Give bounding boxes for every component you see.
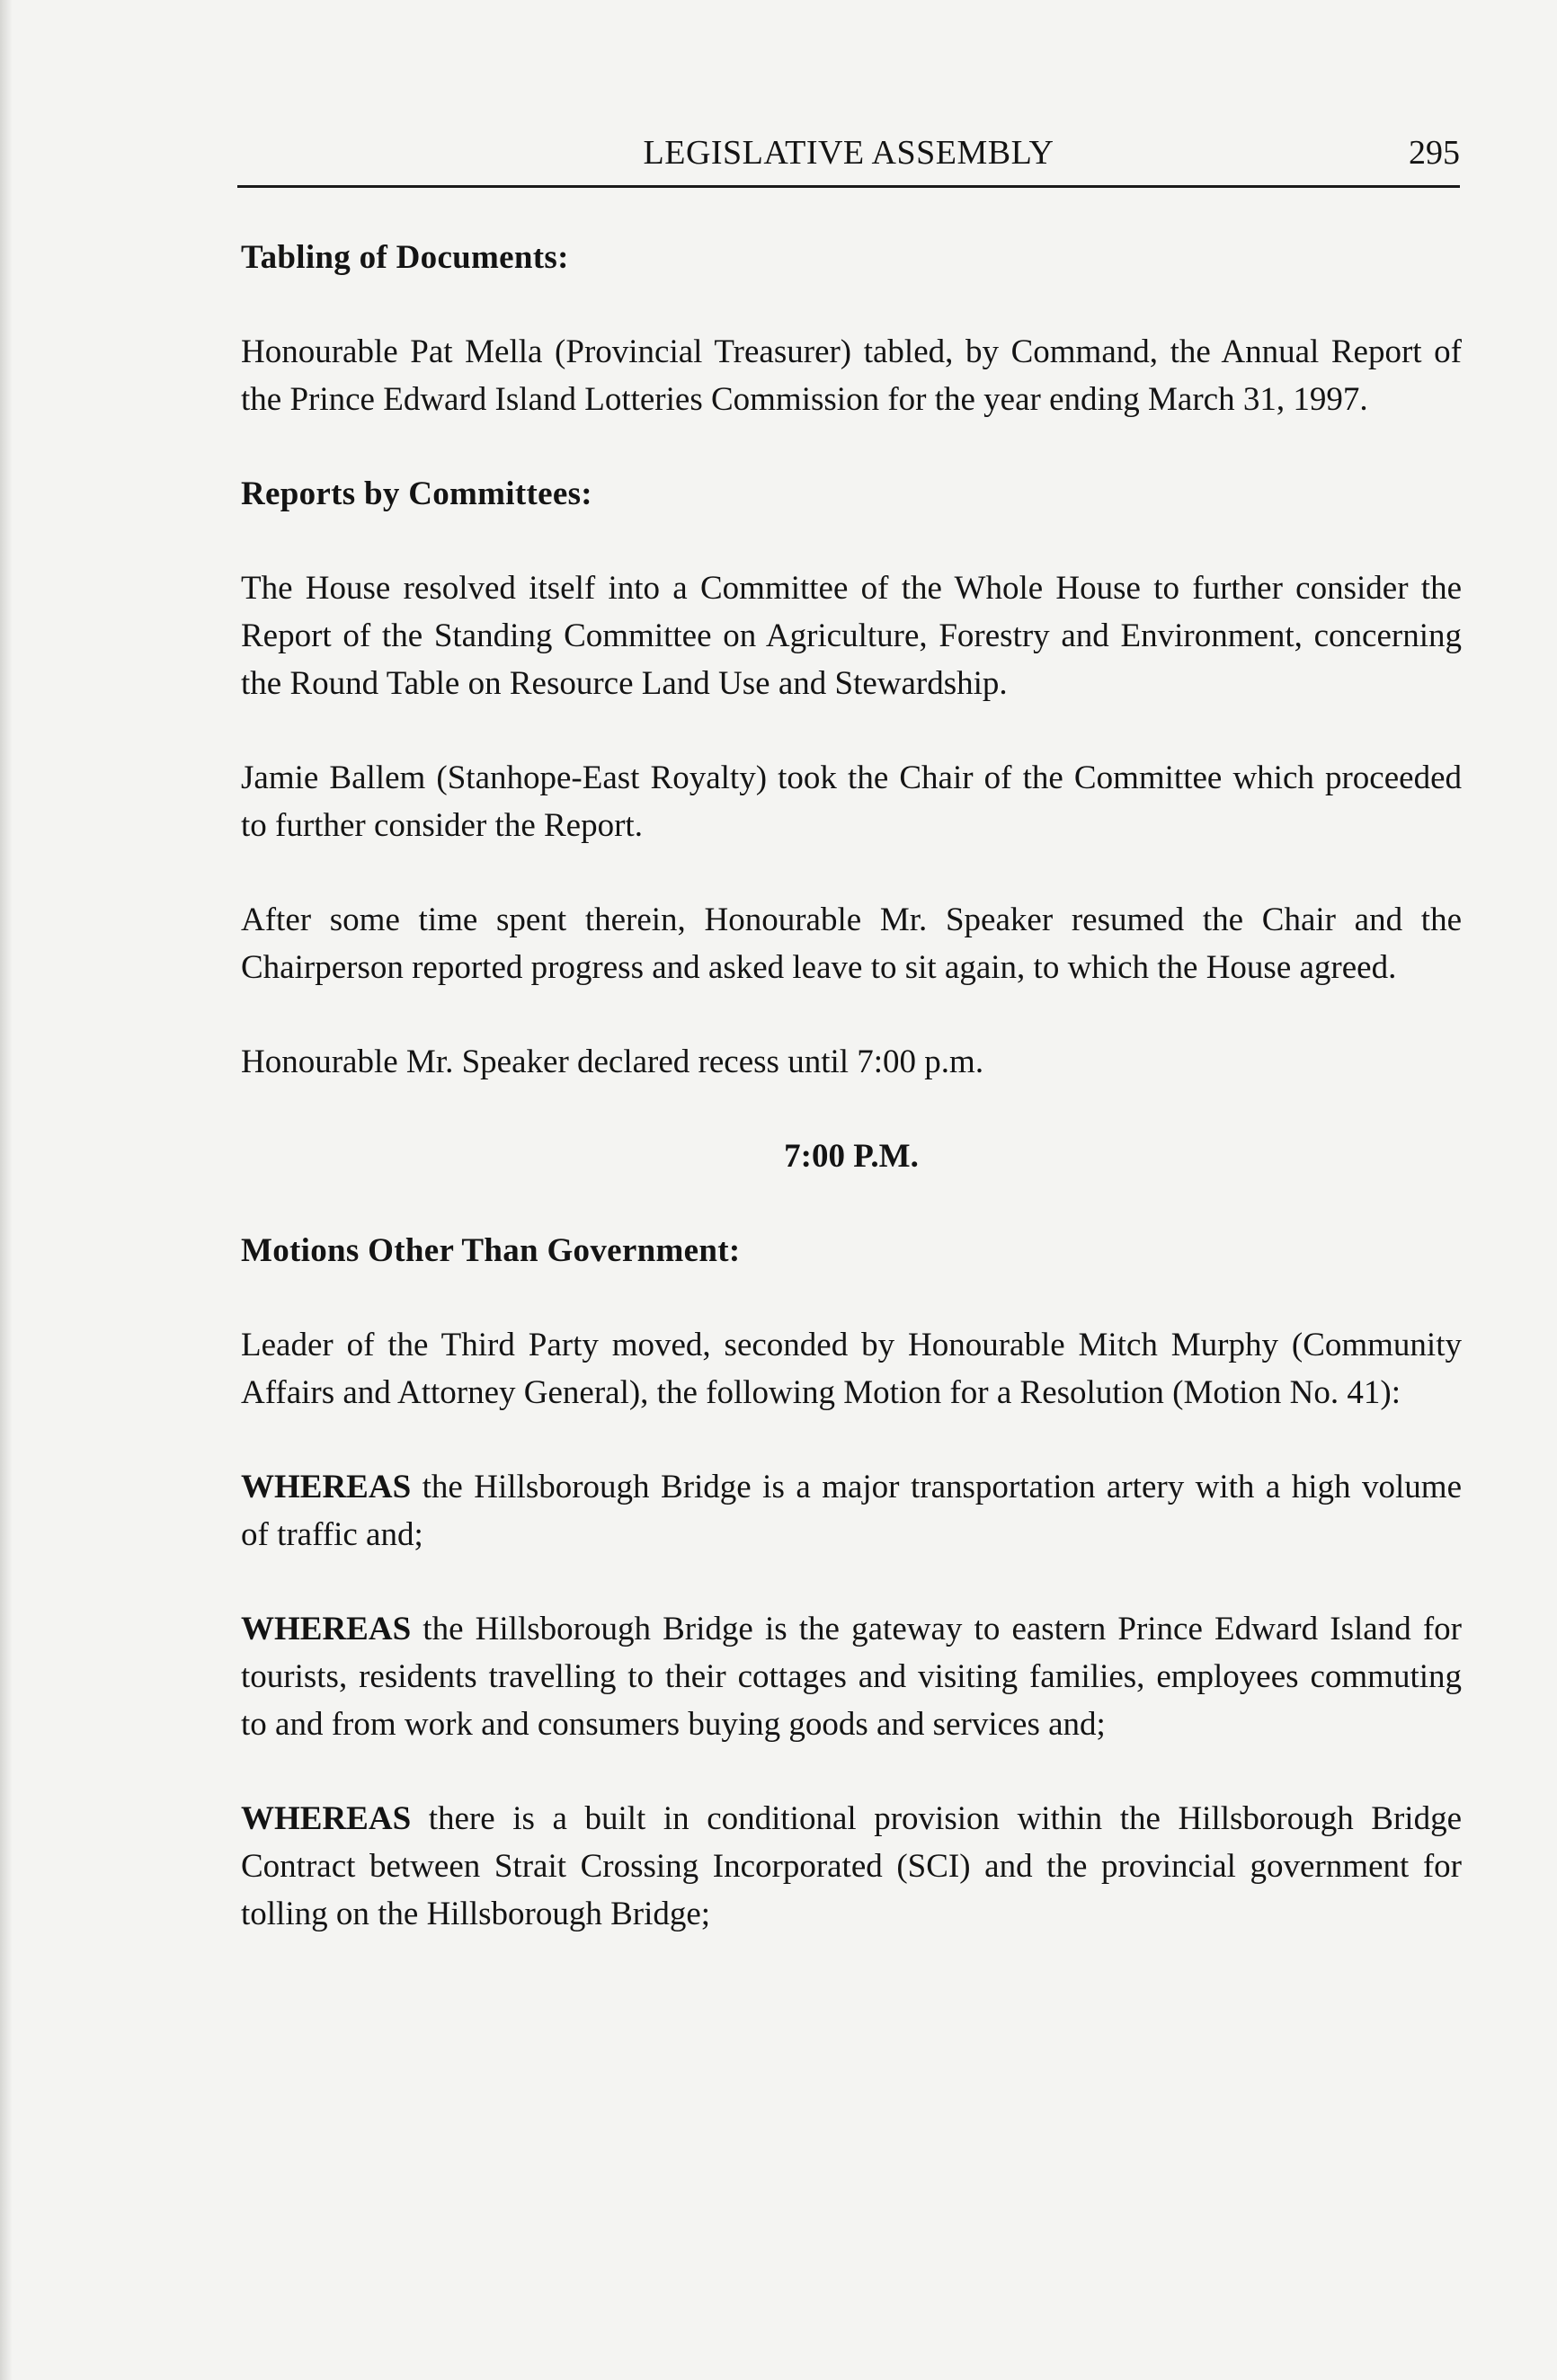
document-body — [241, 234, 1462, 1985]
motions-heading: Motions Other Than Government: — [241, 1232, 741, 1269]
tabling-paragraph: Honourable Pat Mella (Provincial Treasurer) tabled, by Command, the Annual Report of the Prince Edward Island Lotteries Commission for the year ending March 31, 1997. — [241, 333, 1462, 418]
page-header — [237, 133, 1460, 187]
whereas-text: the Hillsborough Bridge is a major transportation artery with a high volume of traffic and; — [241, 1469, 1462, 1553]
whereas-lead: WHEREAS — [241, 1800, 412, 1837]
tabling-heading: Tabling of Documents: — [241, 239, 569, 276]
reports-paragraph: After some time spent therein, Honourable Mr. Speaker resumed the Chair and the Chairperson reported progress and asked leave to sit again, to which the House agreed. — [241, 901, 1462, 986]
reports-heading: Reports by Committees: — [241, 475, 592, 512]
motion-intro-paragraph: Leader of the Third Party moved, seconded by Honourable Mitch Murphy (Community Affairs and Attorney General), the following Motion for a Resolution (Motion No. 41): — [241, 1327, 1462, 1411]
whereas-clause — [241, 1795, 1462, 1938]
whereas-text: there is a built in conditional provision within the Hillsborough Bridge Contract between Strait Crossing Incorporated (SCI) and the provincial government for tolling on the Hillsborough Bridge; — [241, 1800, 1462, 1932]
reports-paragraph: Jamie Ballem (Stanhope-East Royalty) took the Chair of the Committee which proceeded to further consider the Report. — [241, 759, 1462, 844]
header-rule — [237, 185, 1460, 188]
running-title: LEGISLATIVE ASSEMBLY — [643, 134, 1054, 172]
whereas-clause — [241, 1463, 1462, 1559]
whereas-lead: WHEREAS — [241, 1611, 412, 1647]
scan-edge-shadow — [0, 0, 13, 2380]
reports-paragraph: The House resolved itself into a Committee of the Whole House to further consider the Report of the Standing Committee on Agriculture, Forestry and Environment, concerning the Round Table on Resource Land Use and Stewardship. — [241, 570, 1462, 702]
page-number: 295 — [1409, 134, 1460, 172]
whereas-clause — [241, 1605, 1462, 1748]
whereas-text: the Hillsborough Bridge is the gateway to eastern Prince Edward Island for tourists, residents travelling to their cottages and visiting families, employees commuting to and from work and consumers buying goods and services and; — [241, 1611, 1462, 1743]
time-heading: 7:00 P.M. — [784, 1138, 919, 1175]
whereas-lead: WHEREAS — [241, 1469, 412, 1505]
reports-paragraph: Honourable Mr. Speaker declared recess until 7:00 p.m. — [241, 1043, 984, 1080]
